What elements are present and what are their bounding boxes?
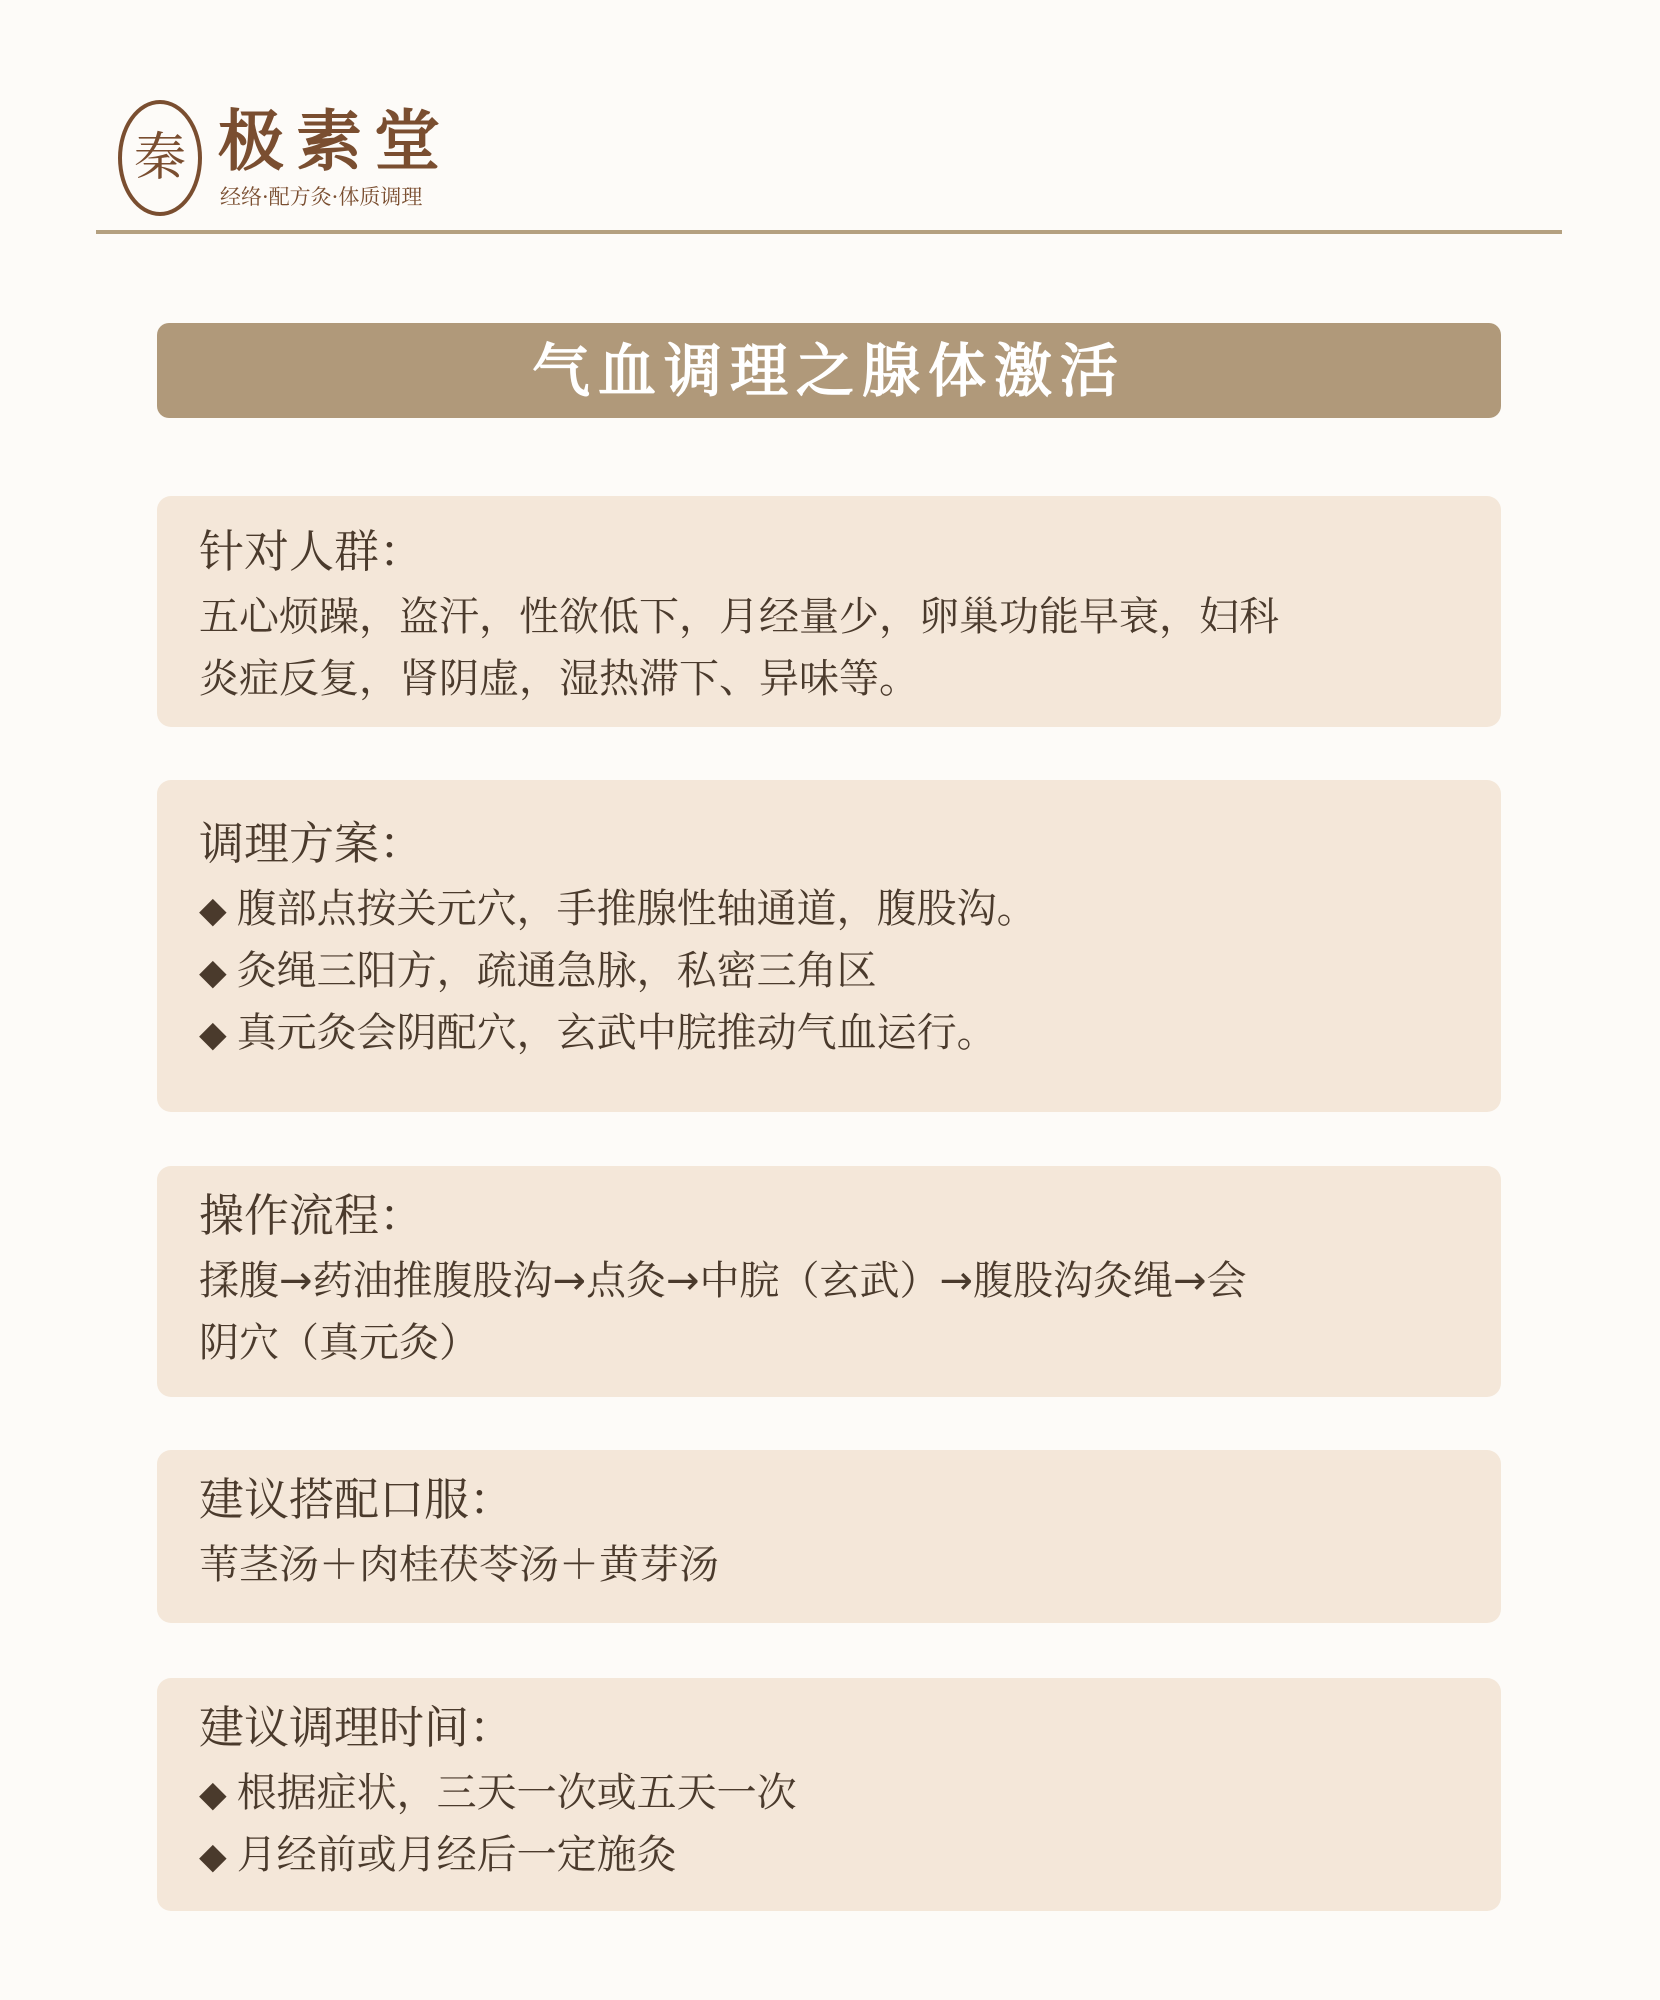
bullet-text: 灸绳三阳方，疏通急脉，私密三角区 — [236, 948, 877, 994]
section-heading: 建议搭配口服： — [199, 1473, 515, 1526]
section-line: 揉腹→药油推腹股沟→点灸→中脘（玄武）→腹股沟灸绳→会 — [199, 1258, 1247, 1304]
bullet-item — [199, 940, 1471, 1002]
bullet-text: 真元灸会阴配穴，玄武中脘推动气血运行。 — [236, 1010, 997, 1056]
page-title: 气血调理之腺体激活 — [531, 336, 1126, 405]
section-line: 阴穴（真元灸） — [199, 1320, 479, 1366]
bullet-text: 根据症状，三天一次或五天一次 — [236, 1770, 797, 1816]
section-heading: 建议调理时间： — [199, 1701, 515, 1754]
section-line: 炎症反复，肾阴虚，湿热滞下、异味等。 — [199, 656, 919, 702]
diamond-bullet-icon: ◆ — [199, 1774, 227, 1815]
bullet-item — [199, 1002, 1471, 1064]
logo-glyph: 秦 — [133, 128, 186, 188]
section-target-group — [157, 496, 1501, 727]
brand-logo-seal — [118, 100, 202, 216]
brand-name: 极素堂 — [218, 102, 452, 180]
diamond-bullet-icon: ◆ — [199, 952, 227, 993]
section-schedule — [157, 1678, 1501, 1911]
page-title-banner — [157, 323, 1501, 418]
bullet-text: 腹部点按关元穴，手推腺性轴通道，腹股沟。 — [236, 886, 1037, 932]
bullet-item — [199, 878, 1471, 940]
section-heading: 针对人群： — [199, 525, 425, 578]
bullet-item — [199, 1824, 1471, 1886]
section-oral-pairing — [157, 1450, 1501, 1623]
diamond-bullet-icon: ◆ — [199, 1836, 227, 1877]
section-heading: 操作流程： — [199, 1189, 425, 1242]
section-line: 五心烦躁，盗汗，性欲低下，月经量少，卵巢功能早衰，妇科 — [199, 594, 1279, 640]
section-procedure — [157, 1166, 1501, 1397]
section-plan — [157, 780, 1501, 1112]
diamond-bullet-icon: ◆ — [199, 1014, 227, 1055]
diamond-bullet-icon: ◆ — [199, 890, 227, 931]
bullet-item — [199, 1762, 1471, 1824]
section-heading: 调理方案： — [199, 817, 425, 870]
section-line: 苇茎汤＋肉桂茯苓汤＋黄芽汤 — [199, 1542, 719, 1588]
bullet-text: 月经前或月经后一定施灸 — [236, 1832, 677, 1878]
brand-slogan: 经络·配方灸·体质调理 — [220, 185, 423, 209]
header-divider — [96, 230, 1562, 234]
